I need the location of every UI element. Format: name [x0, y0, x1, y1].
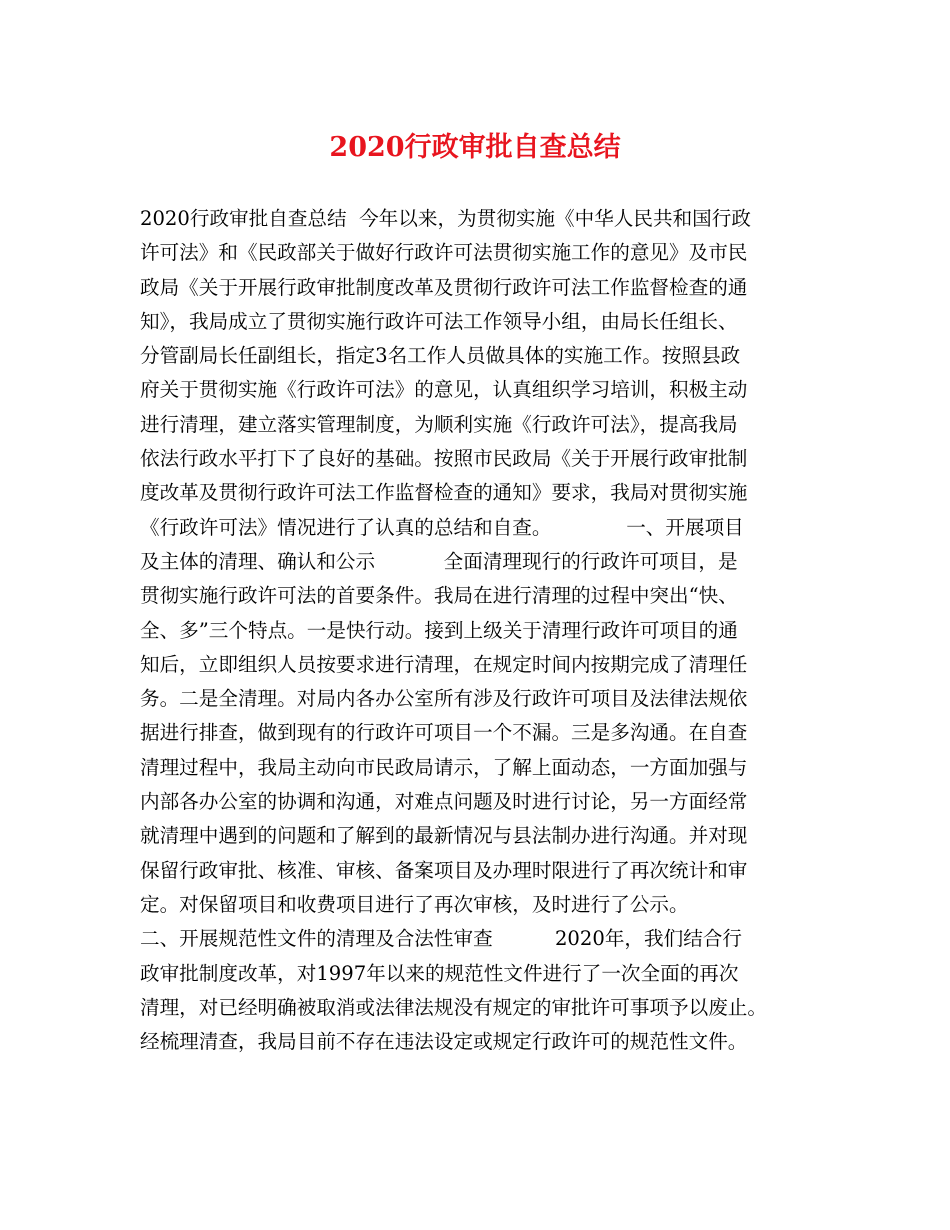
body-line: 知后，立即组织人员按要求进行清理，在规定时间内按期完成了清理任	[140, 652, 748, 676]
body-line: 全、多”三个特点。一是快行动。接到上级关于清理行政许可项目的通	[140, 618, 738, 642]
body-line: 2020行政审批自查总结 今年以来，为贯彻实施《中华人民共和国行政	[140, 207, 751, 230]
body-line: 就清理中遇到的问题和了解到的最新情况与县法制办进行沟通。并对现	[140, 824, 748, 848]
body-line: 依法行政水平打下了良好的基础。按照市民政局《关于开展行政审批制	[140, 447, 748, 471]
body-line: 进行清理，建立落实管理制度，为顺利实施《行政许可法》，提高我局	[140, 412, 738, 436]
body-line: 许可法》和《民政部关于做好行政许可法贯彻实施工作的意见》及市民	[140, 241, 748, 265]
body-line: 《行政许可法》情况进行了认真的总结和自查。 一、开展项目	[140, 515, 744, 539]
body-line: 府关于贯彻实施《行政许可法》的意见，认真组织学习培训，积极主动	[140, 378, 748, 402]
document-body	[140, 202, 820, 1059]
document-title: 2020行政审批自查总结	[329, 132, 621, 163]
body-line: 清理，对已经明确被取消或法律法规没有规定的审批许可事项予以废止。	[140, 995, 767, 1019]
body-line: 及主体的清理、确认和公示 全面清理现行的行政许可项目，是	[140, 549, 738, 573]
body-line: 经梳理清查，我局目前不存在违法设定或规定行政许可的规范性文件。	[140, 1030, 748, 1054]
body-line: 据进行排查，做到现有的行政许可项目一个不漏。三是多沟通。在自查	[140, 721, 748, 745]
body-line: 保留行政审批、核准、审核、备案项目及办理时限进行了再次统计和审	[140, 858, 748, 882]
body-line: 贯彻实施行政许可法的首要条件。我局在进行清理的过程中突出“快、	[140, 584, 738, 608]
body-line: 内部各办公室的协调和沟通，对难点问题及时进行讨论，另一方面经常	[140, 790, 748, 814]
body-line: 务。二是全清理。对局内各办公室所有涉及行政许可项目及法律法规依	[140, 687, 748, 711]
body-line: 清理过程中，我局主动向市民政局请示，了解上面动态，一方面加强与	[140, 755, 748, 779]
body-line: 政审批制度改革，对1997年以来的规范性文件进行了一次全面的再次	[140, 961, 739, 985]
body-line: 分管副局长任副组长，指定3名工作人员做具体的实施工作。按照县政	[140, 344, 741, 368]
body-line: 知》，我局成立了贯彻实施行政许可法工作领导小组，由局长任组长、	[140, 309, 738, 333]
body-line: 度改革及贯彻行政许可法工作监督检查的通知》要求，我局对贯彻实施	[140, 481, 748, 505]
body-line: 政局《关于开展行政审批制度改革及贯彻行政许可法工作监督检查的通	[140, 275, 748, 299]
body-line: 定。对保留项目和收费项目进行了再次审核，及时进行了公示。	[140, 892, 689, 916]
body-line: 二、开展规范性文件的清理及合法性审查 2020年，我们结合行	[140, 927, 742, 951]
